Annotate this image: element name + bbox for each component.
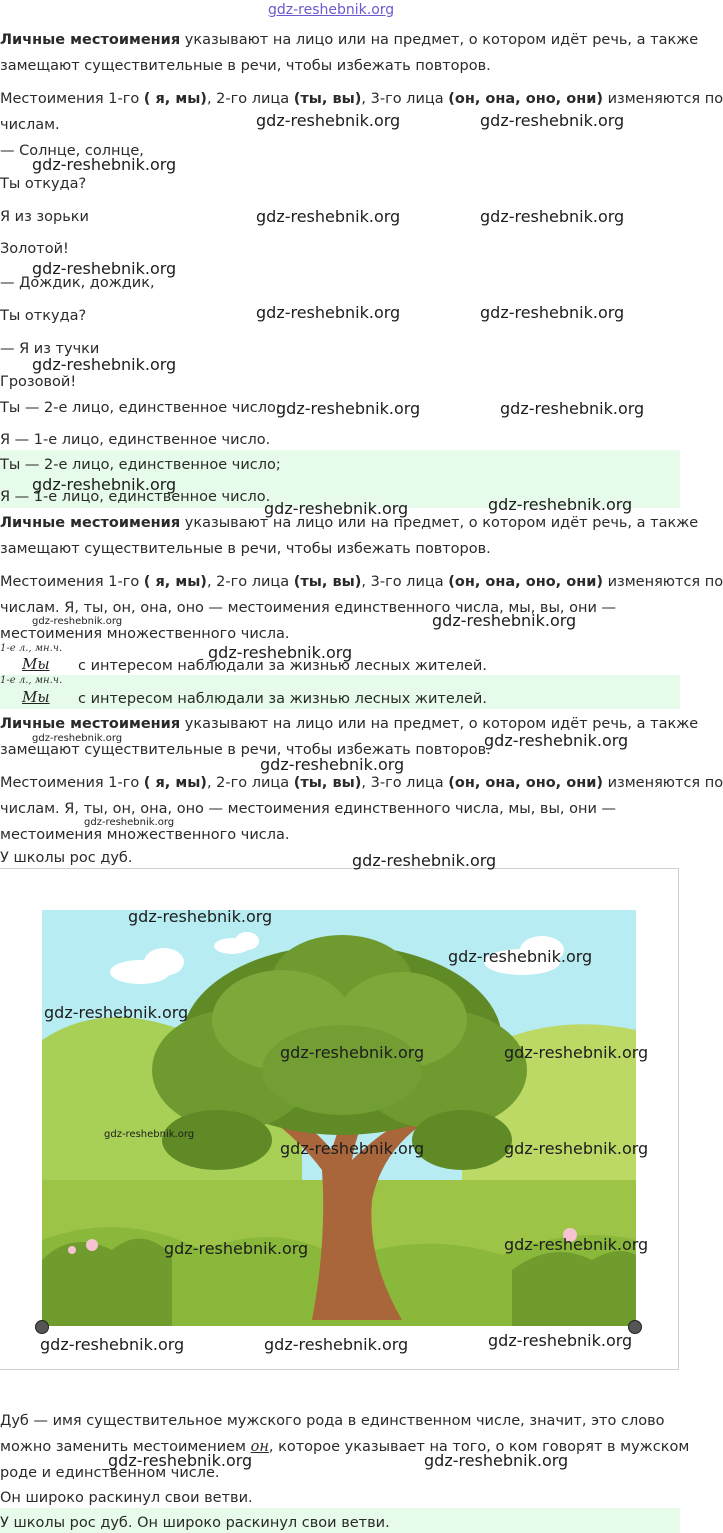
watermark: gdz-reshebnik.org [264, 1335, 409, 1354]
watermark: gdz-reshebnik.org [488, 1331, 633, 1350]
watermark: gdz-reshebnik.org [256, 303, 401, 322]
watermark: gdz-reshebnik.org [32, 259, 177, 278]
poem-line: Ты откуда? [0, 308, 87, 324]
watermark: gdz-reshebnik.org [40, 1335, 185, 1354]
watermark: gdz-reshebnik.org [128, 907, 273, 926]
resize-handle-icon[interactable] [35, 1320, 49, 1334]
task-sentence: Он широко раскинул свои ветви. [0, 1490, 253, 1506]
watermark: gdz-reshebnik.org [32, 616, 123, 627]
analysis-line: Я — 1-е лицо, единственное число. [0, 432, 271, 448]
watermark: gdz-reshebnik.org [208, 643, 353, 662]
watermark: gdz-reshebnik.org [504, 1235, 649, 1254]
underlined-pronoun: Мы [22, 655, 50, 673]
definition-line-2: замещают существительные в речи, чтобы избежать повторов. [0, 541, 491, 557]
watermark: gdz-reshebnik.org [280, 1043, 425, 1062]
answer-sentence: с интересом наблюдали за жизнью лесных жителей. [78, 691, 487, 707]
watermark: gdz-reshebnik.org [32, 155, 177, 174]
bushes-left [42, 1239, 172, 1326]
watermark: gdz-reshebnik.org [424, 1451, 569, 1470]
pronoun-rule-line-2: числам. Я, ты, он, она, оно — местоимения единственного числа, мы, вы, они — [0, 600, 617, 616]
example-sentence: с интересом наблюдали за жизнью лесных жителей. [78, 658, 487, 674]
definition-line-2: замещают существительные в речи, чтобы избежать повторов. [0, 58, 491, 74]
watermark: gdz-reshebnik.org [504, 1139, 649, 1158]
oak-tree-illustration [42, 910, 636, 1326]
watermark: gdz-reshebnik.org [264, 499, 409, 518]
watermark: gdz-reshebnik.org [480, 111, 625, 130]
watermark: gdz-reshebnik.org [84, 817, 175, 828]
definition-line-1: Личные местоимения указывают на лицо или на предмет, о котором идёт речь, а также [0, 32, 699, 48]
watermark: gdz-reshebnik.org [480, 207, 625, 226]
analysis-line: Ты — 2-е лицо, единственное число; [0, 400, 281, 416]
watermark: gdz-reshebnik.org [256, 207, 401, 226]
explanation-line-3: роде и единственном числе. [0, 1465, 220, 1481]
answer-line: Я — 1-е лицо, единственное число. [0, 489, 271, 505]
pronoun-rule-line-2: числам. [0, 117, 60, 133]
definition-line-1: Личные местоимения указывают на лицо или на предмет, о котором идёт речь, а также [0, 515, 699, 531]
poem-line: — Солнце, солнце, [0, 143, 144, 159]
watermark: gdz-reshebnik.org [32, 475, 177, 494]
pronoun-rule-line-3: местоимения множественного числа. [0, 827, 290, 843]
watermark: gdz-reshebnik.org [276, 399, 421, 418]
grammar-annotation: 1-е л., мн.ч. [0, 675, 63, 686]
watermark: gdz-reshebnik.org [108, 1451, 253, 1470]
poem-line: Ты откуда? [0, 176, 87, 192]
watermark: gdz-reshebnik.org [256, 111, 401, 130]
watermark: gdz-reshebnik.org [32, 355, 177, 374]
poem-line: Грозовой! [0, 374, 77, 390]
watermark: gdz-reshebnik.org [488, 495, 633, 514]
watermark: gdz-reshebnik.org [484, 731, 629, 750]
pronoun-rule-line-3: местоимения множественного числа. [0, 626, 290, 642]
final-answer: У школы рос дуб. Он широко раскинул свои ветви. [0, 1515, 390, 1531]
poem-line: — Дождик, дождик, [0, 275, 155, 291]
watermark: gdz-reshebnik.org [500, 399, 645, 418]
watermark: gdz-reshebnik.org [32, 733, 123, 744]
watermark: gdz-reshebnik.org [104, 1129, 195, 1140]
watermark: gdz-reshebnik.org [480, 303, 625, 322]
poem-line: Я из зорьки [0, 209, 89, 225]
watermark: gdz-reshebnik.org [448, 947, 593, 966]
pronoun-rule-line-2: числам. Я, ты, он, она, оно — местоимения единственного числа, мы, вы, они — [0, 801, 617, 817]
watermark: gdz-reshebnik.org [432, 611, 577, 630]
definition-line-2: замещают существительные в речи, чтобы избежать повторов. [0, 742, 491, 758]
watermark: gdz-reshebnik.org [352, 851, 497, 870]
explanation-line-1: Дуб — имя существительное мужского рода в единственном числе, значит, это слово [0, 1413, 665, 1429]
watermark: gdz-reshebnik.org [164, 1239, 309, 1258]
watermark: gdz-reshebnik.org [44, 1003, 189, 1022]
task-sentence: У школы рос дуб. [0, 850, 133, 866]
grammar-annotation: 1-е л., мн.ч. [0, 643, 63, 654]
underlined-pronoun: Мы [22, 688, 50, 706]
bushes-right [512, 1251, 636, 1326]
watermark: gdz-reshebnik.org [260, 755, 405, 774]
site-header-link[interactable]: gdz-reshebnik.org [268, 2, 395, 18]
pronoun-rule-line-1: Местоимения 1-го ( я, мы), 2-го лица (ты, вы), 3-го лица (он, она, оно, они) изменяются по [0, 91, 723, 107]
explanation-line-2: можно заменить местоимением он, которое указывает на того, о ком говорят в мужском [0, 1439, 690, 1455]
watermark: gdz-reshebnik.org [280, 1139, 425, 1158]
watermark: gdz-reshebnik.org [504, 1043, 649, 1062]
poem-line: Золотой! [0, 241, 69, 257]
poem-line: — Я из тучки [0, 341, 100, 357]
answer-line: Ты — 2-е лицо, единственное число; [0, 457, 281, 473]
pronoun-rule-line-1: Местоимения 1-го ( я, мы), 2-го лица (ты, вы), 3-го лица (он, она, оно, они) изменяются по [0, 574, 723, 590]
pronoun-rule-line-1: Местоимения 1-го ( я, мы), 2-го лица (ты, вы), 3-го лица (он, она, оно, они) изменяются по [0, 775, 723, 791]
definition-line-1: Личные местоимения указывают на лицо или на предмет, о котором идёт речь, а также [0, 716, 699, 732]
